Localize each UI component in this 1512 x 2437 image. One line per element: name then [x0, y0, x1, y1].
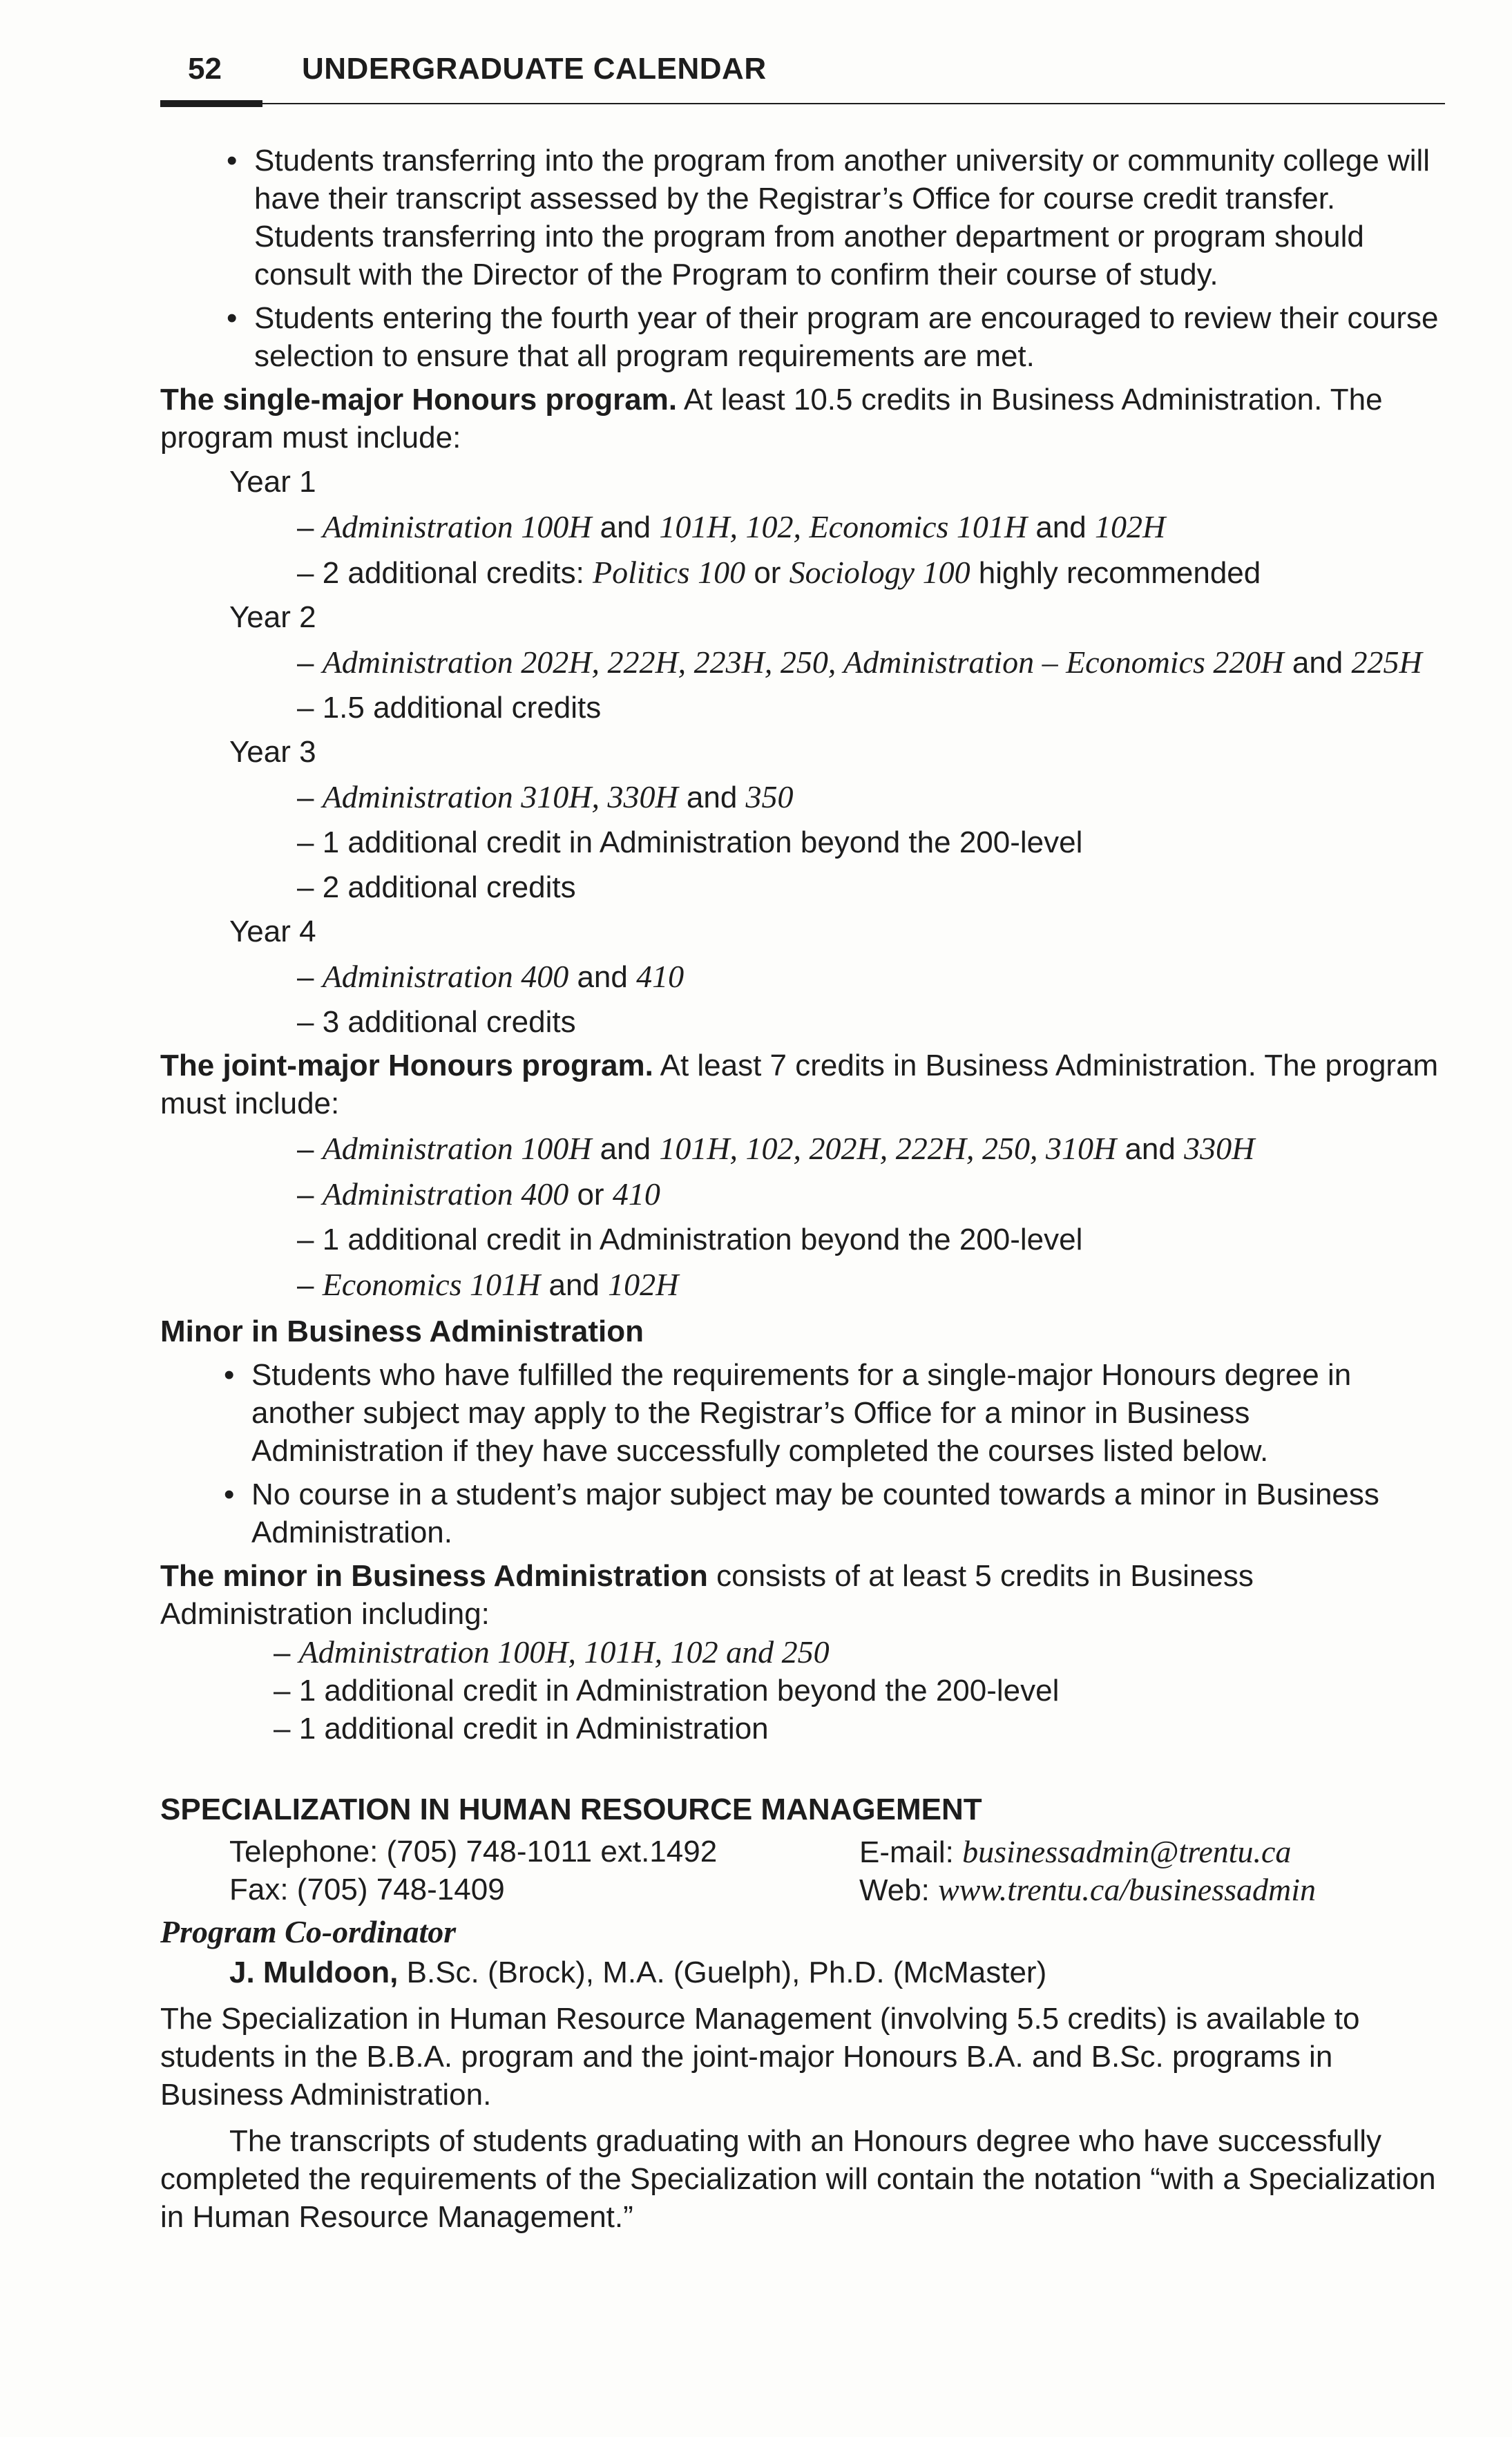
- telephone: Telephone: (705) 748-1011 ext.1492: [229, 1835, 718, 1869]
- requirement-line: – Economics 101H and 102H: [297, 1267, 679, 1302]
- year-label: Year 1: [229, 465, 316, 499]
- page-number: 52: [188, 52, 222, 86]
- requirement-line: – 1 additional credit in Administration beyond the 200-level: [297, 1223, 1083, 1256]
- year-label: Year 4: [229, 915, 316, 948]
- single-major-intro: The single-major Honours program. At least 10.5 credits in Business Administration. The program must include:: [160, 383, 1383, 455]
- bullet-icon: •: [227, 301, 238, 335]
- running-title: UNDERGRADUATE CALENDAR: [302, 52, 767, 86]
- header-rule-thin: [262, 103, 1445, 104]
- specialization-paragraph: The Specialization in Human Resource Management (involving 5.5 credits) is available to students in the B.B.A. program and the joint-major Honours B.A. and B.Sc. programs in Business Administration.: [160, 2002, 1360, 2112]
- requirement-line: – Administration 202H, 222H, 223H, 250, Administration – Economics 220H and 225H: [297, 644, 1422, 680]
- year-label: Year 2: [229, 600, 316, 634]
- specialization-title: SPECIALIZATION IN HUMAN RESOURCE MANAGEMENT: [160, 1793, 982, 1826]
- bullet-icon: •: [224, 1478, 235, 1511]
- requirement-line: – Administration 100H, 101H, 102 and 250: [274, 1634, 830, 1670]
- minor-intro: The minor in Business Administration consists of at least 5 credits in Business Administration including:: [160, 1559, 1254, 1631]
- transfer-bullet: • Students transferring into the program from another university or community college will have their transcript assessed by the Registrar’s Office for course credit transfer. Students transferring into the program from another department or program should consult with the Director of the Program to confirm their course of study.: [160, 142, 1445, 294]
- requirement-line: – 2 additional credits: Politics 100 or Sociology 100 highly recommended: [297, 555, 1261, 590]
- header-rule-thick: [160, 100, 262, 107]
- requirement-line: – Administration 310H, 330H and 350: [297, 779, 794, 814]
- requirement-line: – Administration 100H and 101H, 102, 202H, 222H, 250, 310H and 330H: [297, 1131, 1255, 1166]
- requirement-line: – Administration 400 or 410: [297, 1176, 660, 1212]
- bullet-icon: •: [224, 1358, 235, 1392]
- page-content: [160, 142, 1445, 2236]
- email: E-mail: businessadmin@trentu.ca: [859, 1834, 1292, 1869]
- website: Web: www.trentu.ca/businessadmin: [859, 1872, 1317, 1907]
- minor-bullet: • Students who have fulfilled the requirements for a single-major Honours degree in another subject may apply to the Registrar’s Office for a minor in Business Administration if they have successfully completed the courses listed below.: [160, 1356, 1445, 1470]
- requirement-line: – 2 additional credits: [297, 870, 576, 904]
- specialization-paragraph: The transcripts of students graduating with an Honours degree who have successfully completed the requirements of the Specialization will contain the notation “with a Specialization in Human Resource Management.”: [160, 2124, 1436, 2234]
- requirement-line: – Administration 400 and 410: [297, 959, 685, 994]
- minor-heading: Minor in Business Administration: [160, 1315, 644, 1348]
- fax: Fax: (705) 748-1409: [229, 1873, 505, 1906]
- requirement-line: – 1 additional credit in Administration: [274, 1712, 769, 1746]
- requirement-line: – 1.5 additional credits: [297, 691, 602, 725]
- coordinator-heading: Program Co-ordinator: [160, 1914, 457, 1949]
- requirement-line: – 1 additional credit in Administration beyond the 200-level: [274, 1674, 1060, 1708]
- requirement-line: – Administration 100H and 101H, 102, Economics 101H and 102H: [297, 509, 1166, 544]
- bullet-icon: •: [227, 144, 238, 178]
- requirement-line: – 1 additional credit in Administration beyond the 200-level: [297, 825, 1083, 859]
- requirement-line: – 3 additional credits: [297, 1005, 576, 1039]
- joint-major-intro: The joint-major Honours program. At least 7 credits in Business Administration. The program must include:: [160, 1049, 1439, 1120]
- coordinator-name: J. Muldoon, B.Sc. (Brock), M.A. (Guelph), Ph.D. (McMaster): [229, 1956, 1047, 1989]
- contact-block: [160, 1833, 1445, 1910]
- year-label: Year 3: [229, 735, 316, 769]
- page-header: [160, 50, 1445, 105]
- minor-bullet: • No course in a student’s major subject may be counted towards a minor in Business Administration.: [160, 1475, 1445, 1551]
- transfer-bullet: • Students entering the fourth year of their program are encouraged to review their course selection to ensure that all program requirements are met.: [160, 299, 1445, 375]
